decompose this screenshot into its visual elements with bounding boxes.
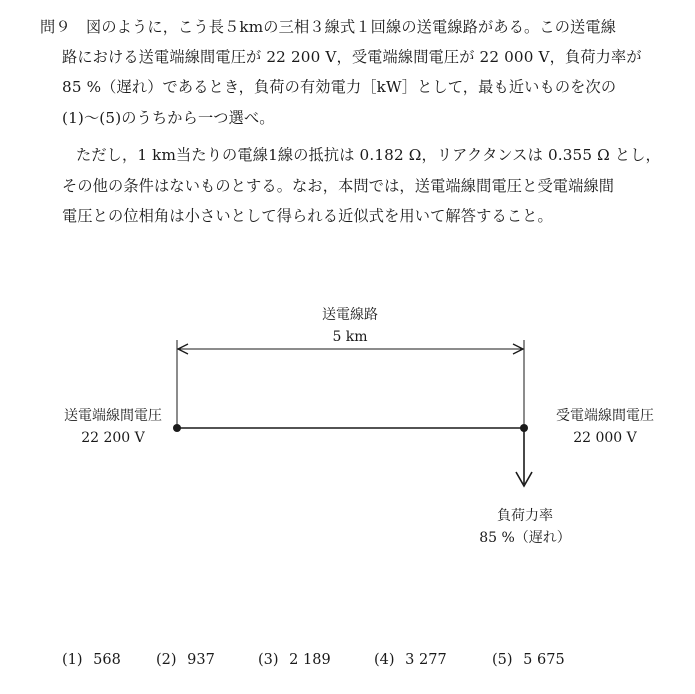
choice-3[interactable]: [258, 652, 331, 668]
sending-voltage-value: 22 200 V: [81, 430, 145, 446]
choice-4[interactable]: [374, 652, 447, 668]
choice-value: 568: [93, 652, 121, 668]
choice-5[interactable]: [492, 652, 565, 668]
choice-number: (4): [374, 652, 395, 668]
question-line-2: 路における送電端線間電圧が 22 200 V，受電端線間電圧が 22 000 V，負荷力率が: [62, 48, 642, 66]
choice-number: (3): [258, 652, 279, 668]
question-line-5: ただし，1 km当たりの電線1線の抵抗は 0.182 Ω，リアクタンスは 0.355 Ω とし，: [76, 146, 661, 164]
receiving-voltage-label: 受電端線間電圧: [556, 408, 654, 424]
choice-value: 2 189: [289, 652, 331, 668]
load-power-factor-value: 85 %（遅れ）: [479, 530, 571, 546]
choice-value: 3 277: [405, 652, 447, 668]
choice-value: 937: [187, 652, 215, 668]
line-title: 送電線路: [322, 307, 378, 323]
choice-number: (2): [156, 652, 177, 668]
question-line-3: 85 %（遅れ）であるとき，負荷の有効電力［kW］として，最も近いものを次の: [62, 78, 617, 96]
choice-number: (1): [62, 652, 83, 668]
receiving-voltage-value: 22 000 V: [573, 430, 637, 446]
choice-number: (5): [492, 652, 513, 668]
question-line-6: その他の条件はないものとする。なお，本問では，送電端線間電圧と受電端線間: [62, 177, 615, 195]
choice-1[interactable]: [62, 652, 121, 668]
question-line-7: 電圧との位相角は小さいとして得られる近似式を用いて解答すること。: [62, 207, 553, 225]
line-length: 5 km: [332, 329, 368, 345]
sending-voltage-label: 送電端線間電圧: [64, 408, 162, 424]
choice-2[interactable]: [156, 652, 215, 668]
load-power-factor-label: 負荷力率: [497, 508, 553, 524]
question-line-1: 問９ 図のように，こう長５kmの三相３線式１回線の送電線路がある。この送電線: [40, 18, 617, 36]
question-line-4: (1)～(5)のうちから一つ選べ。: [62, 109, 275, 127]
choice-value: 5 675: [523, 652, 565, 668]
